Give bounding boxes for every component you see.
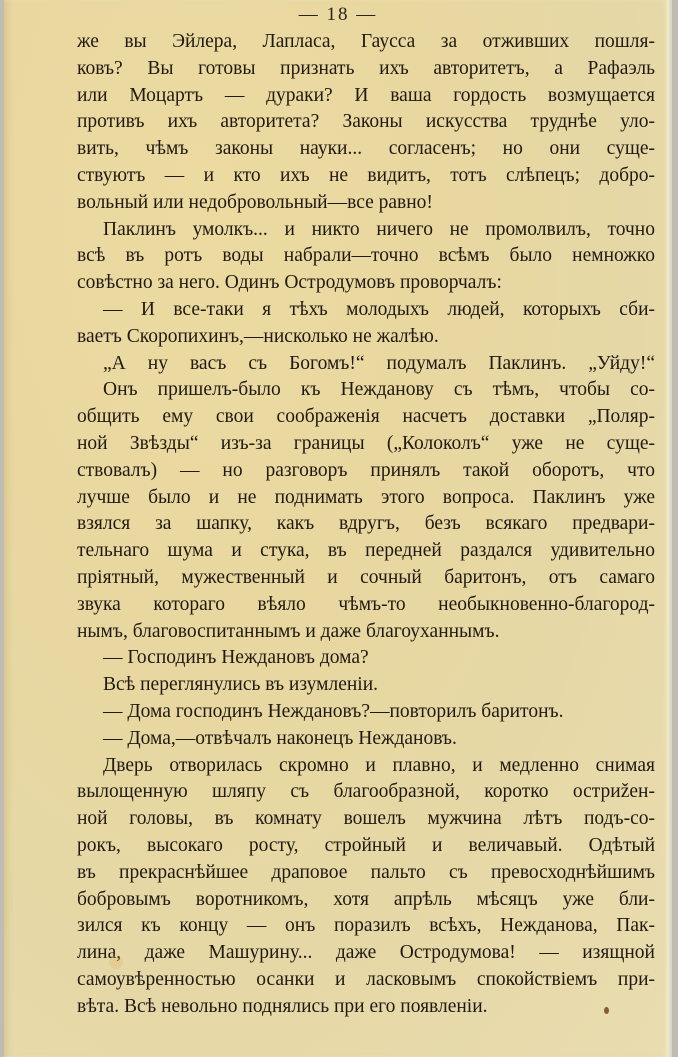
page-number: — 18 — [298,4,378,25]
text-line: — И все-таки я тѣхъ молодыхъ людей, которыхъ сби- [103,298,655,320]
text-line: противъ ихъ авторитета? Законы искусства труднѣе уло- [77,111,655,133]
text-line: совѣстно за него. Одинъ Остродумовъ проворчалъ: [77,272,502,294]
paper-stain [604,1007,609,1014]
text-line: бобровымъ воротникомъ, хотя апрѣль мѣсяцъ уже бли- [77,888,655,910]
page-body-text [77,29,655,1020]
text-line: всѣ въ ротъ воды набрали—точно всѣмъ было немножко [77,245,655,267]
text-line: тельнаго шума и стука, въ передней раздался удивительно [77,540,655,562]
text-line: вольный или недобровольный—все равно! [77,191,433,213]
text-line: пріятный, мужественный и сочный баритонъ, отъ самаго [77,566,655,588]
text-line: взялся за шапку, какъ вдругъ, безъ всякаго предвари- [77,513,655,535]
text-line: или Моцартъ — дураки? И ваша гордость возмущается [77,84,655,106]
text-line: же вы Эйлера, Лапласа, Гаусса за отживших пошля- [77,31,655,52]
text-line: — Дома господинъ Неждановъ?—повторилъ баритонъ. [103,700,564,722]
text-line: рокъ, высокаго росту, стройный и величавый. Одѣтый [77,834,655,856]
text-line: — Господинъ Неждановъ дома? [103,647,369,669]
text-line: Дверь отворилась скромно и плавно, и медленно снимая [103,754,655,776]
text-line: — Дома,—отвѣчалъ наконецъ Неждановъ. [103,727,457,749]
text-line: Всѣ переглянулись въ изумленіи. [103,674,379,696]
text-line: самоувѣренностью осанки и ласковымъ спокойствіемъ при- [77,968,655,990]
paper-stain [109,955,123,969]
text-line: ствуютъ — и кто ихъ не видитъ, тотъ слѣпецъ; добро- [77,164,655,186]
text-line: ной Звѣзды“ изъ-за границы („Колоколъ“ уже не суще- [77,432,655,454]
text-line: звука котораго вѣяло чѣмъ-то необыкновенно-благород- [77,593,655,615]
text-line: ствовалъ) — но разговоръ принялъ такой оборотъ, что [77,459,655,481]
text-line: „А ну васъ съ Богомъ!“ подумалъ Паклинъ. „Уйду!“ [103,352,655,374]
text-line: вѣта. Всѣ невольно поднялись при его появленіи. [77,995,488,1017]
text-line: въ прекраснѣйшее драповое пальто съ превосходнѣйшимъ [77,861,655,883]
text-line: вылощенную шляпу съ благообразной, коротко остриžен- [77,781,655,803]
text-line: ковъ? Вы готовы признать ихъ авторитетъ, а Рафаэль [77,57,655,79]
text-line: нымъ, благовоспитаннымъ и даже благоуханнымъ. [77,620,500,642]
text-line: ной головы, въ комнату вошелъ мужчина лѣтъ подъ-со- [77,808,655,830]
text-line: вить, чѣмъ законы науки... согласенъ; но они суще- [77,138,655,160]
text-line: Онъ пришелъ-было къ Нежданову съ тѣмъ, чтобы со- [103,379,655,401]
text-line: Паклинъ умолкъ... и никто ничего не промолвилъ, точно [103,218,655,240]
text-line: лучше было и не поднимать этого вопроса. Паклинъ уже [77,486,655,508]
book-page [4,0,672,1057]
text-line: ваетъ Скоропихинъ,—нисколько не жалѣю. [77,325,439,347]
text-line: зился къ концу — онъ поразилъ всѣхъ, Нежданова, Пак- [77,915,655,937]
text-line: лина, даже Машурину... даже Остродумова! — изящной [77,942,655,964]
text-line: общить ему свои соображенія насчетъ доставки „Поляр- [77,406,655,428]
